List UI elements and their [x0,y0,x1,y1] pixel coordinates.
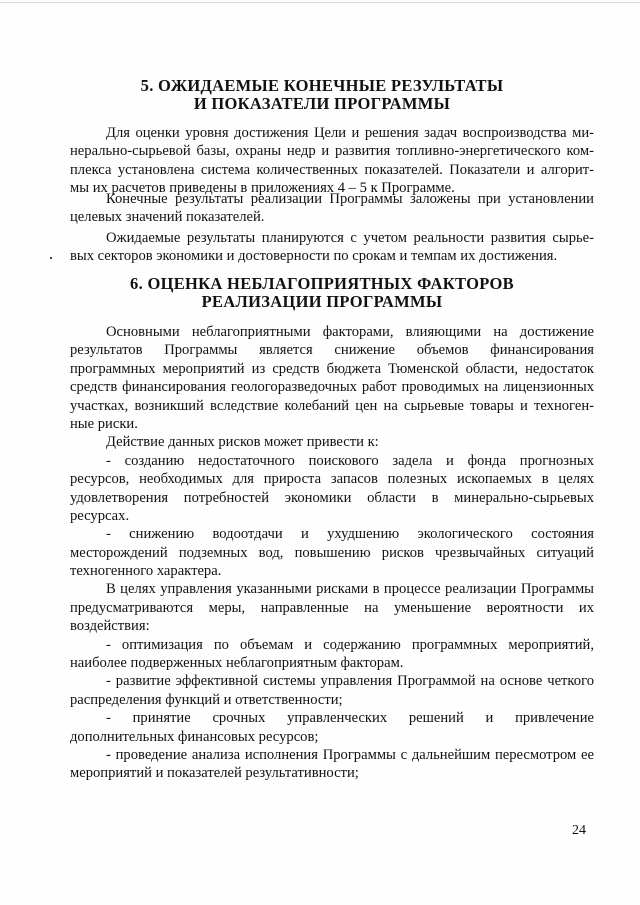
text-line: мероприятий и показателей результативности; [70,765,359,782]
text-line: удовлетворения потребностей экономики области в минерально-сырьевых [70,489,594,506]
text-line: предусматриваются меры, направленные на уменьшение вероятности их [70,599,594,616]
text-line: - принятие срочных управленческих решений и привлечение [106,710,594,727]
text-line: - созданию недостаточного поискового задела и фонда прогнозных [106,452,594,469]
text-line: Действие данных рисков может привести к: [106,434,379,451]
text-line: мы их расчетов приведены в приложениях 4 – 5 к Программе. [70,180,455,197]
section5-paragraph-1 [70,124,594,198]
text-line: ресурсов, необходимых для прироста запасов полезных ископаемых в целях [70,471,594,488]
section6-body [70,323,594,783]
section5-paragraph-2 [70,190,594,227]
text-line: В целях управления указанными рисками в процессе реализации Программы [106,581,594,598]
text-line: - развитие эффективной системы управления Программой на основе четкого [106,673,594,690]
scan-top-edge [0,2,640,3]
text-line: наиболее подверженных неблагоприятным факторам. [70,655,404,672]
text-line: воздействия: [70,618,150,635]
text-line: - оптимизация по объемам и содержанию программных мероприятий, [106,636,594,653]
text-line: программных мероприятий из средств бюджета Тюменской области, недостаток [70,360,594,377]
scan-speck [50,257,52,259]
text-line: Ожидаемые результаты планируются с учетом реальности развития сырье- [106,230,594,246]
text-line: средств финансирования геологоразведочных работ проводимых на лицензионных [70,379,594,396]
section5-title-line1: 5. ОЖИДАЕМЫЕ КОНЕЧНЫЕ РЕЗУЛЬТАТЫ [140,76,504,95]
text-line: результатов Программы является снижение объемов финансирования [70,342,594,359]
text-line: нерально-сырьевой базы, охраны недр и развития топливно-энергетического ком- [70,143,594,160]
section6-title-line1: 6. ОЦЕНКА НЕБЛАГОПРИЯТНЫХ ФАКТОРОВ [130,274,514,293]
text-line: Основными неблагоприятными факторами, влияющими на достижение [106,324,594,340]
section5-heading [72,76,572,113]
text-line: вых секторов экономики и достоверности по срокам и темпам их достижения. [70,248,558,265]
text-line: участках, возникший вследствие колебаний цен на сырьевые товары и техноген- [70,397,594,414]
section6-title-line2: РЕАЛИЗАЦИИ ПРОГРАММЫ [201,292,443,312]
section6-heading [72,274,572,311]
text-line: плекса установлена система количественных показателей. Показатели и алгорит- [70,161,594,178]
text-line: ресурсах. [70,507,130,524]
section5-paragraph-3 [70,229,594,266]
text-line: - проведение анализа исполнения Программы с дальнейшим пересмотром ее [106,746,594,763]
text-line: - снижению водоотдачи и ухудшению экологического состояния [106,526,594,543]
section5-title-line2: И ПОКАЗАТЕЛИ ПРОГРАММЫ [193,94,451,114]
page-number: 24 [572,823,586,838]
text-line: Конечные результаты реализации Программы заложены при установлении [106,191,594,207]
text-line: дополнительных финансовых ресурсов; [70,728,319,745]
text-line: ные риски. [70,415,138,432]
text-line: распределения функций и ответственности; [70,691,343,708]
text-line: целевых значений показателей. [70,209,265,226]
text-line: месторождений подземных вод, повышению рисков чрезвычайных ситуаций [70,544,594,561]
text-line: техногенного характера. [70,563,222,580]
text-line: Для оценки уровня достижения Цели и решения задач воспроизводства ми- [106,125,594,141]
